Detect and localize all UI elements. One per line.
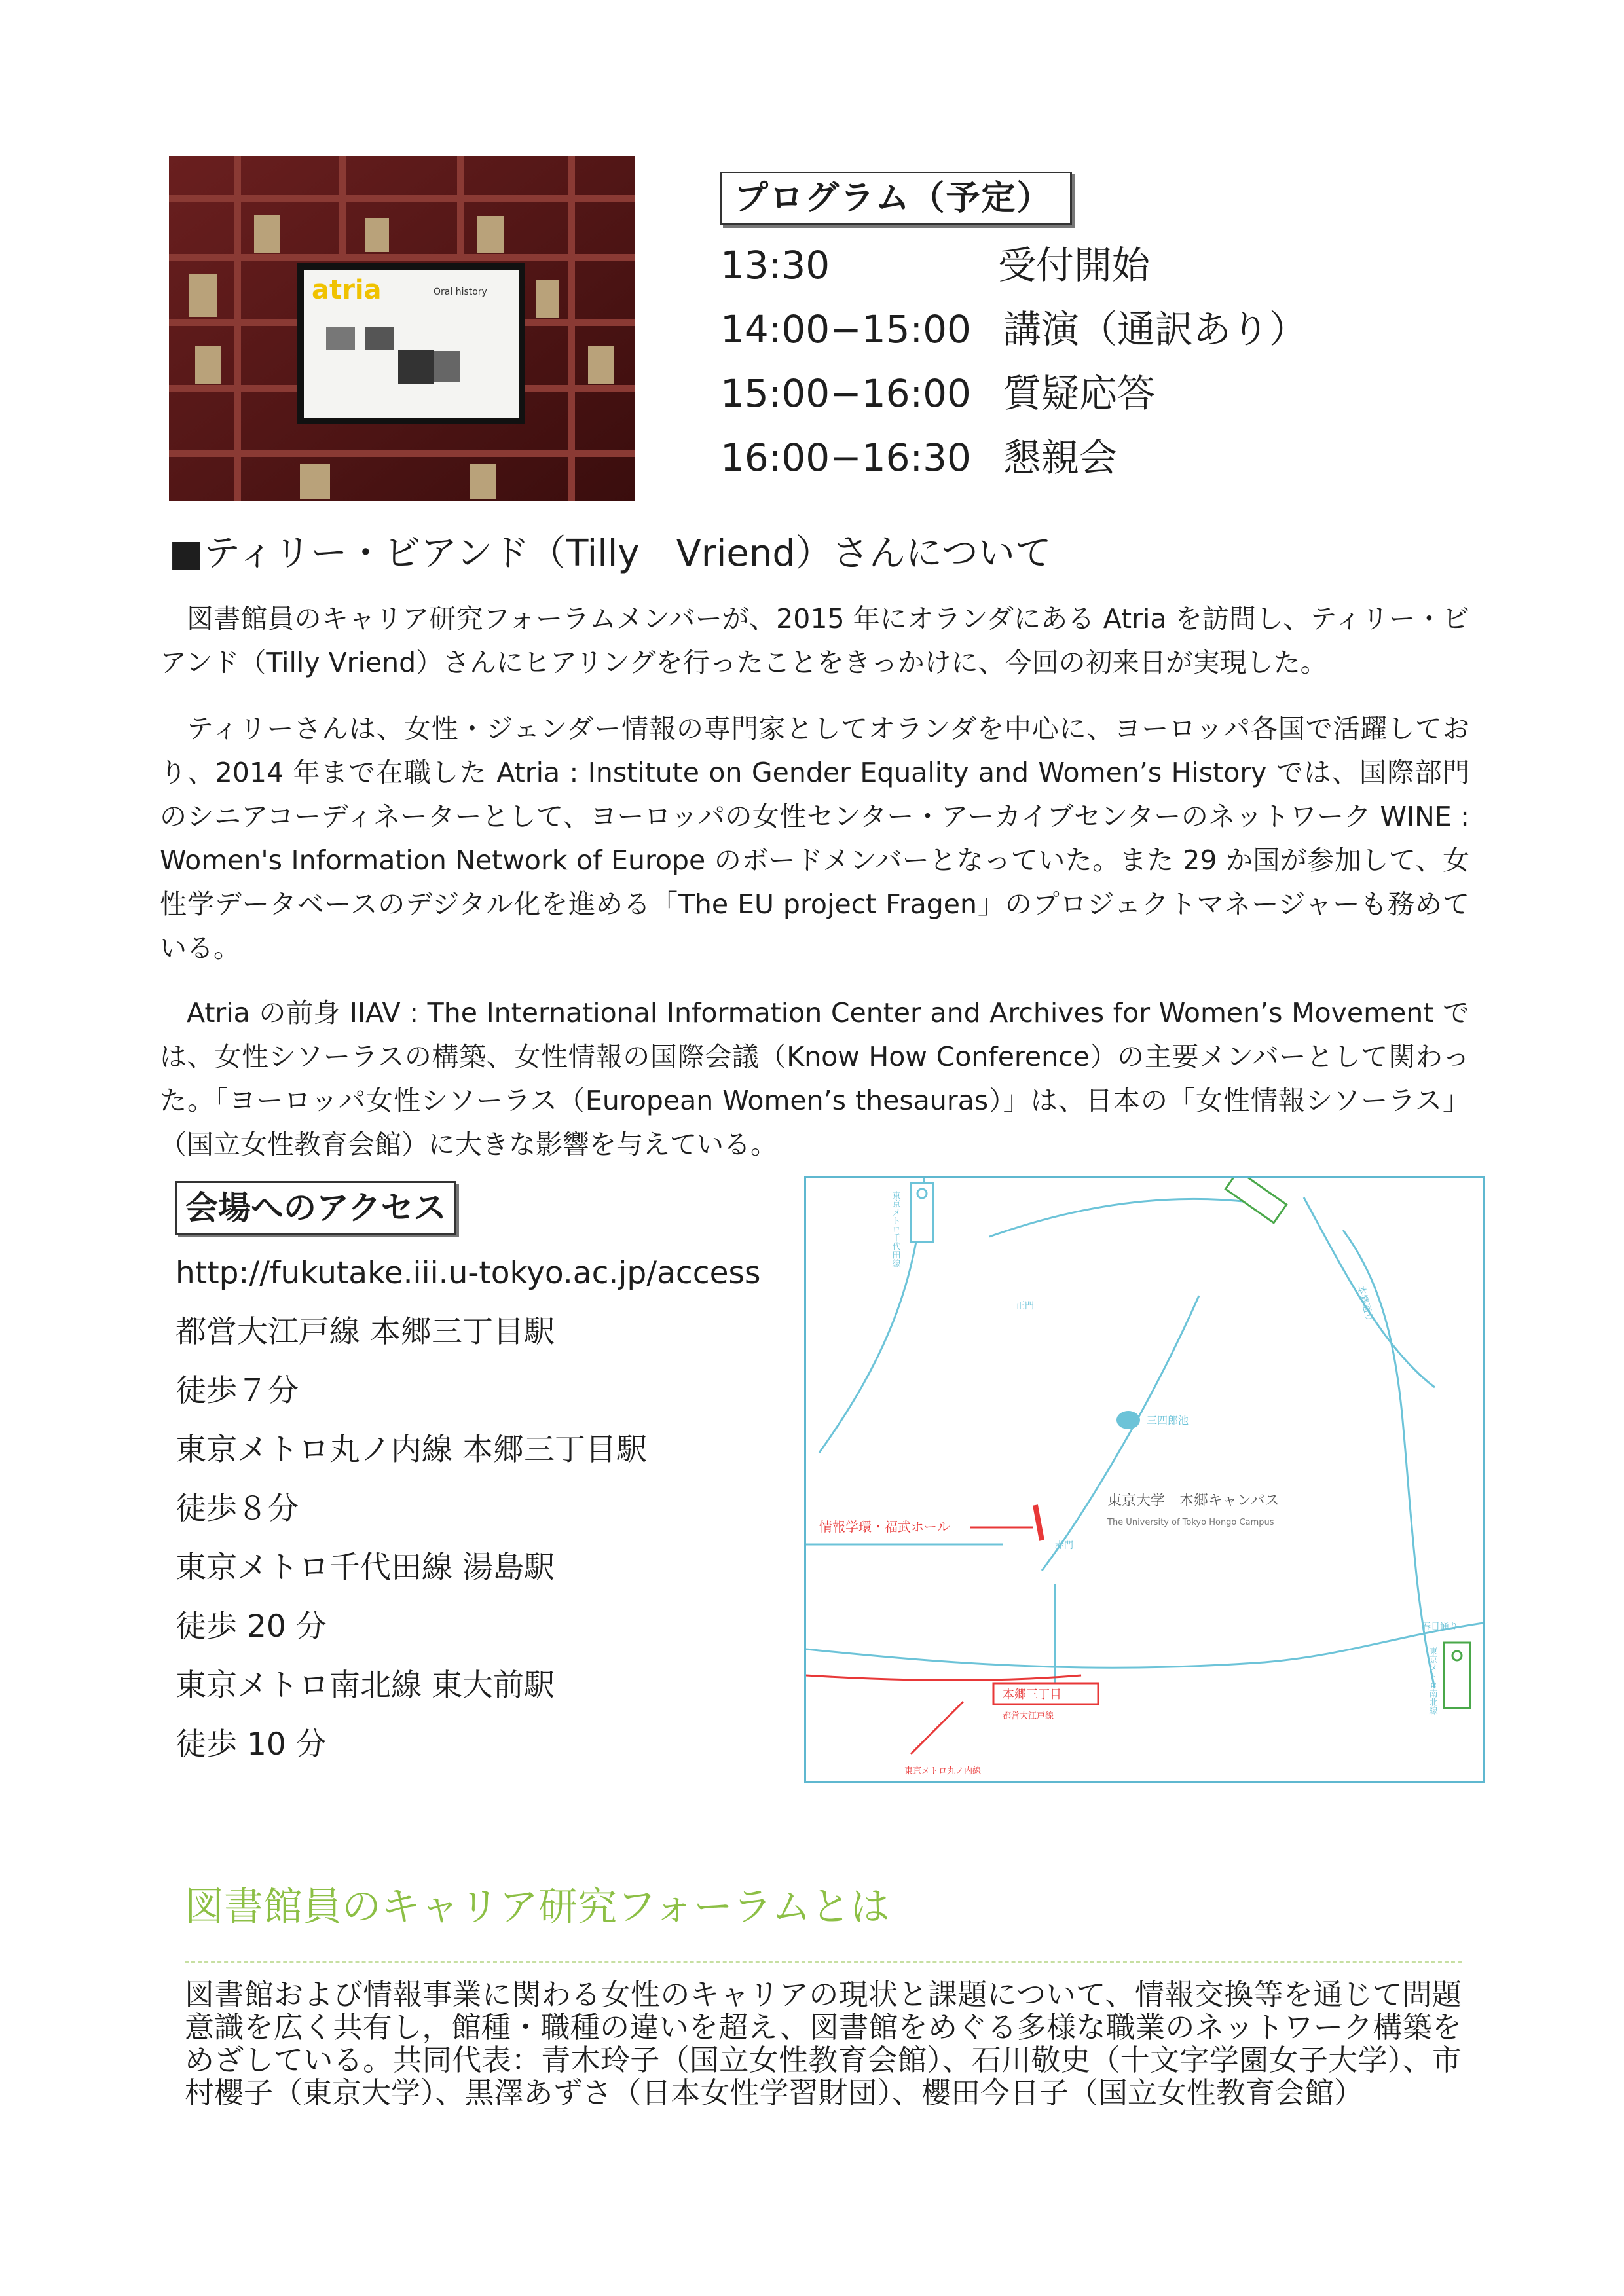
tilly-paragraph: Atria の前身 IIAV : The International Information Center and Archives for Women’s Movement では、女性シソーラスの構築、女性情報の国際会議（Know How Conference）の主要メンバーとして関わった。「ヨーロッパ女性シソーラス（European Women’s thesauras）」は、日本の「女性情報シソーラス」（国立女性教育会館）に大きな影響を与えている。: [160, 997, 1469, 1160]
gate-label-red: 赤門: [1055, 1540, 1073, 1551]
campus-name-en: The University of Tokyo Hongo Campus: [1107, 1518, 1274, 1527]
access-map: [804, 1176, 1485, 1783]
line-label-marunouchi: 東京メトロ丸ノ内線: [904, 1766, 982, 1776]
campus-map: [806, 1178, 1483, 1781]
screen-logo: atria: [312, 275, 382, 305]
program-item: [720, 426, 1307, 490]
atria-bookshelf-image: [169, 156, 635, 501]
gate-label-main: 正門: [1016, 1301, 1034, 1311]
access-line: 徒歩 10 分: [175, 1726, 327, 1762]
line-label-oedo: 都営大江戸線: [1003, 1711, 1054, 1721]
access-line: 徒歩７分: [175, 1373, 299, 1409]
access-list: [175, 1244, 760, 1774]
program-time: 14:00−15:00: [720, 307, 971, 352]
campus-name-jp: 東京大学 本郷キャンパス: [1107, 1493, 1280, 1509]
program-title: プログラム（予定）: [720, 172, 1072, 225]
program-item: [720, 297, 1307, 361]
access-line: 東京メトロ南北線 東大前駅: [175, 1667, 555, 1704]
access-line: 都営大江戸線 本郷三丁目駅: [175, 1314, 555, 1350]
program-event: 受付開始: [998, 243, 1151, 287]
station-label-hongo-sanchome: 本郷三丁目: [1003, 1688, 1061, 1702]
atria-photo: [169, 156, 635, 501]
access-line: 徒歩８分: [175, 1491, 299, 1527]
pond-marker: [1116, 1411, 1140, 1429]
program-item: [720, 361, 1307, 426]
program-list: [720, 233, 1307, 490]
access-line: 東京メトロ千代田線 湯島駅: [175, 1550, 555, 1586]
venue-marker: [1035, 1505, 1042, 1540]
road-label-hongo: 本郷通り: [1355, 1285, 1375, 1323]
screen-caption: Oral history: [434, 287, 487, 297]
access-line: 徒歩 20 分: [175, 1609, 327, 1645]
line-label-nanboku: 東京メトロ南北線: [1427, 1647, 1437, 1715]
program-event: 講演（通訳あり）: [1003, 307, 1308, 352]
program-time: 13:30: [720, 243, 830, 287]
program-event: 懇親会: [1003, 435, 1118, 480]
program-event: 質疑応答: [1003, 371, 1156, 416]
tilly-heading: ■ティリー・ビアンド（Tilly Vriend）さんについて: [169, 532, 1052, 575]
station-marker-right: [1444, 1643, 1470, 1708]
tilly-paragraph: ティリーさんは、女性・ジェンダー情報の専門家としてオランダを中心に、ヨーロッパ各国で活躍しており、2014 年まで在職した Atria : Institute on Gender Equality and Women’s History では、国際部門のシニアコーディネーターとして、ヨーロッパの女性センター・アーカイブセンターのネットワーク WINE : Women's Information Network of Europe のボードメンバーとなっていた。また 29 か国が参加して、女性学データベースのデジタル化を進める「The EU project Fragen」のプロジェクトマネージャーも務めている。: [160, 713, 1469, 964]
forum-divider: [185, 1961, 1462, 1963]
road-label-kasuga: 春日通り: [1422, 1622, 1458, 1632]
access-title: 会場へのアクセス: [175, 1181, 456, 1235]
pond-label: 三四郎池: [1147, 1414, 1189, 1427]
line-label-chiyoda: 東京メトロ千代田線: [890, 1191, 900, 1267]
access-line: 東京メトロ丸ノ内線 本郷三丁目駅: [175, 1432, 647, 1468]
program-item: [720, 233, 1307, 297]
program-time: 15:00−16:00: [720, 371, 971, 416]
forum-description: 図書館および情報事業に関わる女性のキャリアの現状と課題について、情報交換等を通じて問題意識を広く共有し，館種・職種の違いを超え、図書館をめぐる多様な職業のネットワーク構築をめざしている。共同代表：青木玲子（国立女性教育会館）、石川敬史（十文字学園女子大学）、市村櫻子（東京大学）、黒澤あずさ（日本女性学習財団）、櫻田今日子（国立女性教育会館）: [185, 1977, 1462, 2110]
venue-label: 情報学環・福武ホール: [819, 1519, 950, 1535]
tilly-paragraph: 図書館員のキャリア研究フォーラムメンバーが、2015 年にオランダにある Atria を訪問し、ティリー・ビアンド（Tilly Vriend）さんにヒアリングを行ったことをきっかけに、今回の初来日が実現した。: [160, 603, 1469, 678]
station-marker-top: [911, 1183, 933, 1242]
program-time: 16:00−16:30: [720, 435, 971, 480]
access-url-link[interactable]: http://fukutake.iii.u-tokyo.ac.jp/access: [175, 1255, 761, 1291]
forum-heading: 図書館員のキャリア研究フォーラムとは: [185, 1884, 890, 1930]
